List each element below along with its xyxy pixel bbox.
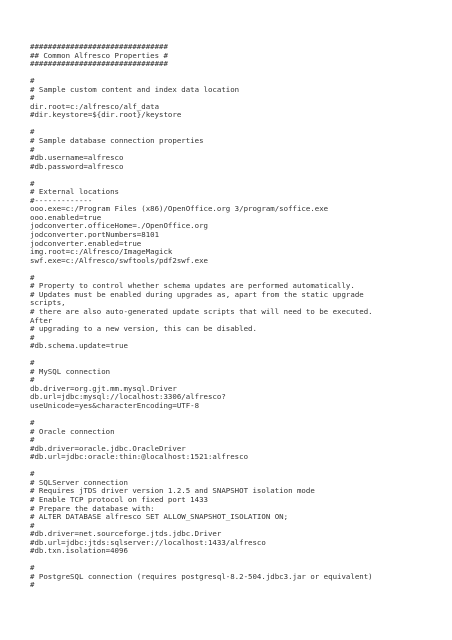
text-line: #db.password=alfresco	[30, 161, 124, 171]
text-line: #	[30, 144, 35, 154]
text-line: # Prepare the database with:	[30, 503, 155, 513]
text-line: # Requires jTDS driver version 1.2.5 and SNAPSHOT isolation mode	[30, 486, 315, 496]
text-line: # Sample custom content and index data location	[30, 84, 240, 94]
text-line: #	[30, 563, 35, 573]
text-line: #	[30, 418, 35, 428]
text-line: #-------------	[30, 195, 93, 205]
text-line: ooo.enabled=true	[30, 212, 102, 222]
text-line: # there are also auto-generated update scripts that will need to be executed.	[30, 306, 373, 316]
text-line: ooo.exe=c:/Program Files (x86)/OpenOffice.org 3/program/soffice.exe	[30, 204, 329, 214]
text-line: #db.url=jdbc:oracle:thin:@localhost:1521:alfresco	[30, 452, 249, 462]
text-line: #	[30, 93, 35, 103]
text-line: #	[30, 580, 35, 590]
text-line: # Sample database connection properties	[30, 136, 204, 146]
text-line: #db.driver=oracle.jdbc.OracleDriver	[30, 443, 186, 453]
text-line: After	[30, 315, 53, 325]
text-line: # Updates must be enabled during upgrades as, apart from the static upgrade	[30, 289, 364, 299]
text-line	[30, 462, 430, 471]
text-line: db.url=jdbc:mysql://localhost:3306/alfresco?	[30, 392, 226, 402]
text-line: #	[30, 178, 35, 188]
text-line: swf.exe=c:/Alfresco/swftools/pdf2swf.exe	[30, 255, 208, 265]
text-line: # Oracle connection	[30, 426, 115, 436]
text-line: ## Common Alfresco Properties #	[30, 50, 168, 60]
text-line: #	[30, 332, 35, 342]
text-line: dir.root=c:/alfresco/alf_data	[30, 101, 160, 111]
text-line: # upgrading to a new version, this can be disabled.	[30, 324, 257, 334]
text-line: jodconverter.enabled=true	[30, 238, 142, 248]
text-line: #	[30, 435, 35, 445]
text-line: ###############################	[30, 42, 168, 51]
text-line: #	[30, 358, 35, 368]
text-line	[30, 411, 430, 420]
text-line: #dir.keystore=${dir.root}/keystore	[30, 110, 182, 120]
text-line: useUnicode=yes&characterEncoding=UTF-8	[30, 400, 200, 410]
text-line: # Property to control whether schema updates are performed automatically.	[30, 281, 355, 291]
text-line: jodconverter.officeHome=./OpenOffice.org	[30, 221, 208, 231]
text-line: # PostgreSQL connection (requires postgresql-8.2-504.jdbc3.jar or equivalent)	[30, 571, 373, 581]
text-line: #db.driver=net.sourceforge.jtds.jdbc.Driver	[30, 529, 222, 539]
text-line: # MySQL connection	[30, 366, 111, 376]
text-line: #	[30, 76, 35, 86]
properties-file-text	[30, 43, 430, 590]
text-line: #db.username=alfresco	[30, 153, 124, 163]
text-line: img.root=c:/Alfresco/ImageMagick	[30, 247, 173, 257]
text-line: #	[30, 375, 35, 385]
text-line: # SQLServer connection	[30, 477, 128, 487]
text-line	[30, 171, 430, 180]
text-line: db.driver=org.gjt.mm.mysql.Driver	[30, 383, 177, 393]
text-line: #db.txn.isolation=4096	[30, 546, 128, 556]
text-line: #db.url=jdbc:jtds:sqlserver://localhost:1433/alfresco	[30, 537, 266, 547]
text-line: # External locations	[30, 187, 119, 197]
text-line: scripts,	[30, 298, 66, 308]
text-line: #db.schema.update=true	[30, 341, 128, 351]
text-line: # Enable TCP protocol on fixed port 1433	[30, 494, 208, 504]
text-line	[30, 120, 430, 129]
text-line: #	[30, 272, 35, 282]
text-line: # ALTER DATABASE alfresco SET ALLOW_SNAPSHOT_ISOLATION ON;	[30, 512, 289, 522]
text-line: #	[30, 127, 35, 137]
text-line: ###############################	[30, 59, 168, 69]
text-line	[30, 265, 430, 274]
text-line	[30, 556, 430, 565]
text-line: #	[30, 469, 35, 479]
text-line	[30, 69, 430, 78]
text-line: jodconverter.portNumbers=8101	[30, 230, 160, 240]
text-line	[30, 351, 430, 360]
text-line: #	[30, 520, 35, 530]
